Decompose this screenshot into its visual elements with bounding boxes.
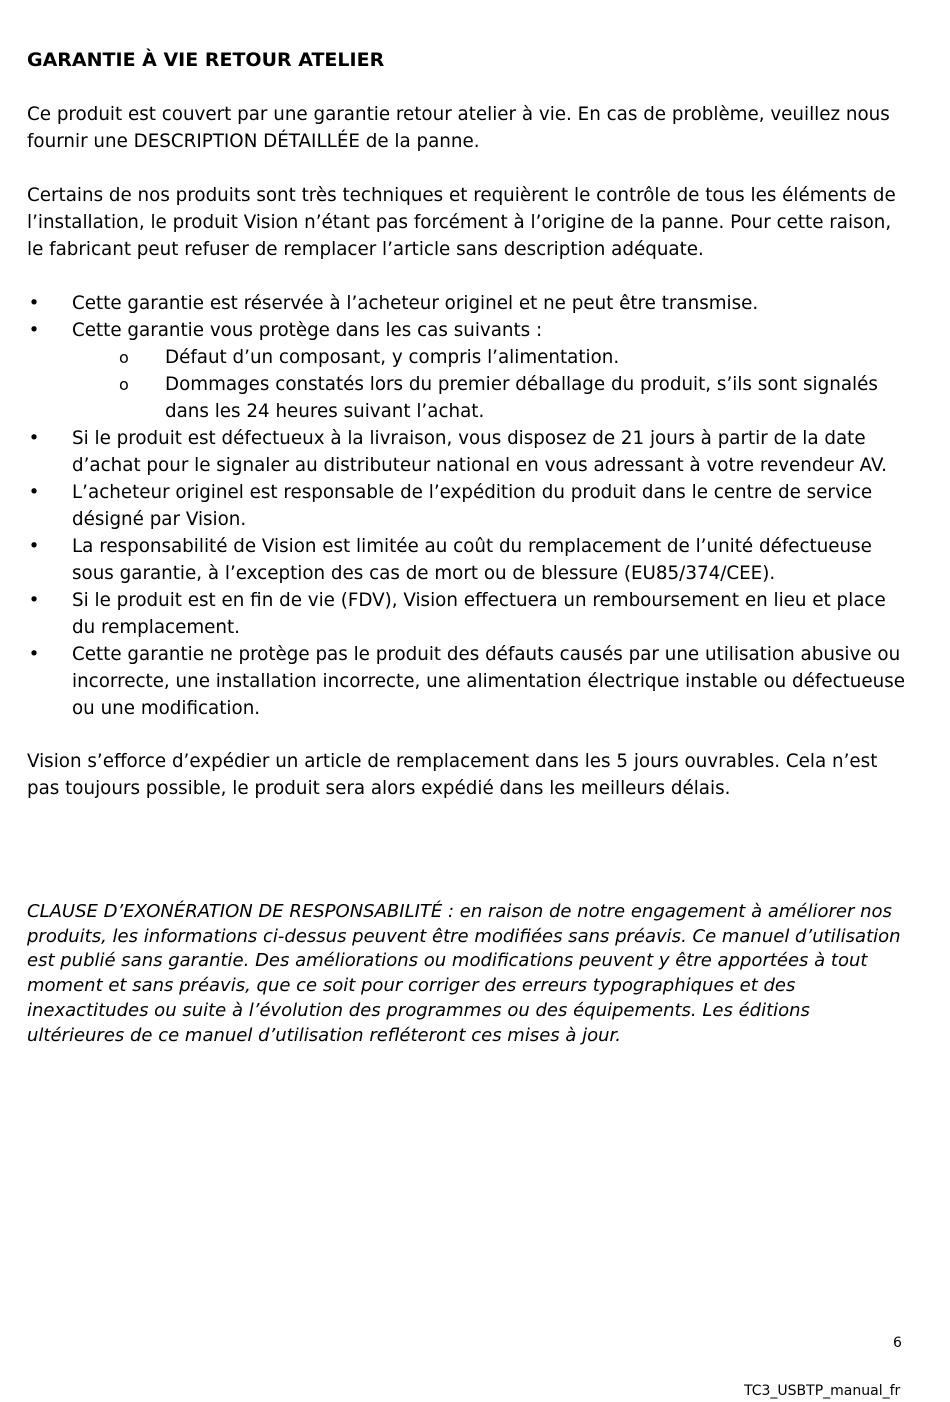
list-item — [27, 587, 907, 641]
list-item-text: Cette garantie vous protège dans les cas suivants : — [72, 320, 543, 341]
list-item — [27, 641, 907, 722]
sub-list-item — [27, 371, 907, 425]
list-item-text: Si le produit est en fin de vie (FDV), Vision effectuera un remboursement en lieu et place du remplacement. — [72, 590, 886, 638]
sub-bullet-marker: o — [119, 348, 129, 367]
sub-list-container — [27, 344, 907, 425]
list-item-text: Cette garantie ne protège pas le produit des défauts causés par une utilisation abusive ou incorrecte, une installation incorrecte, une alimentation électrique instable ou défectueuse ou une modification. — [72, 644, 905, 719]
disclaimer-block — [27, 900, 907, 1048]
closing-paragraph: Vision s’efforce d’expédier un article de remplacement dans les 5 jours ouvrables. Cela n’est pas toujours possible, le produit sera alors expédié dans les meilleurs délais. — [27, 751, 878, 799]
disclaimer-separator: : — [442, 901, 460, 922]
list-item-text: Si le produit est défectueux à la livraison, vous disposez de 21 jours à partir de la date d’achat pour le signaler au distributeur national en vous adressant à votre revendeur AV. — [72, 428, 887, 476]
bullet-marker: • — [28, 320, 40, 341]
disclaimer-text: en raison de notre engagement à améliorer nos produits, les informations ci-dessus peuvent être modifiées sans préavis. Ce manuel d’utilisation est publié sans garantie. Des améliorations ou modifications peuvent y être apportées à tout moment et sans préavis, que ce soit pour corriger des erreurs typographiques et des inexactitudes ou suite à l’évolution des programmes ou des équipements. Les éditions ultérieures de ce manuel d’utilisation refléteront ces mises à jour. — [27, 901, 901, 1046]
bullet-marker: • — [28, 644, 40, 665]
list-item-text: La responsabilité de Vision est limitée au coût du remplacement de l’unité défectueuse sous garantie, à l’exception des cas de mort ou de blessure (EU85/374/CEE). — [72, 536, 872, 584]
bullet-marker: • — [28, 590, 40, 611]
list-item-text: L’acheteur originel est responsable de l’expédition du produit dans le centre de service désigné par Vision. — [72, 482, 873, 530]
document-reference: TC3_USBTP_manual_fr — [744, 1383, 901, 1399]
technical-paragraph: Certains de nos produits sont très techniques et requièrent le contrôle de tous les éléments de l’installation, le produit Vision n’étant pas forcément à l’origine de la panne. Pour cette raison, le fabricant peut refuser de remplacer l’article sans description adéquate. — [27, 185, 896, 260]
sub-list-item-text: Défaut d’un composant, y compris l’alimentation. — [165, 347, 620, 368]
intro-paragraph: Ce produit est couvert par une garantie retour atelier à vie. En cas de problème, veuillez nous fournir une DESCRIPTION DÉTAILLÉE de la panne. — [27, 104, 890, 152]
bullet-marker: • — [28, 536, 40, 557]
bullet-marker: • — [28, 293, 40, 314]
warranty-conditions-list — [27, 290, 907, 722]
page-number: 6 — [893, 1335, 902, 1351]
bullet-marker: • — [28, 428, 40, 449]
sub-bullet-marker: o — [119, 375, 129, 394]
list-item — [27, 533, 907, 587]
covered-cases-list — [27, 344, 907, 425]
bullet-marker: • — [28, 482, 40, 503]
list-item — [27, 317, 907, 344]
page-title: GARANTIE À VIE RETOUR ATELIER — [27, 49, 385, 71]
list-item — [27, 425, 907, 479]
list-item-text: Cette garantie est réservée à l’acheteur originel et ne peut être transmise. — [72, 293, 759, 314]
sub-list-item — [27, 344, 907, 371]
list-item — [27, 290, 907, 317]
list-item — [27, 479, 907, 533]
warranty-section — [27, 47, 907, 829]
sub-list-item-text: Dommages constatés lors du premier déballage du produit, s’ils sont signalés dans les 24 heures suivant l’achat. — [165, 374, 878, 422]
disclaimer-title: CLAUSE D’EXONÉRATION DE RESPONSABILITÉ — [27, 901, 443, 922]
